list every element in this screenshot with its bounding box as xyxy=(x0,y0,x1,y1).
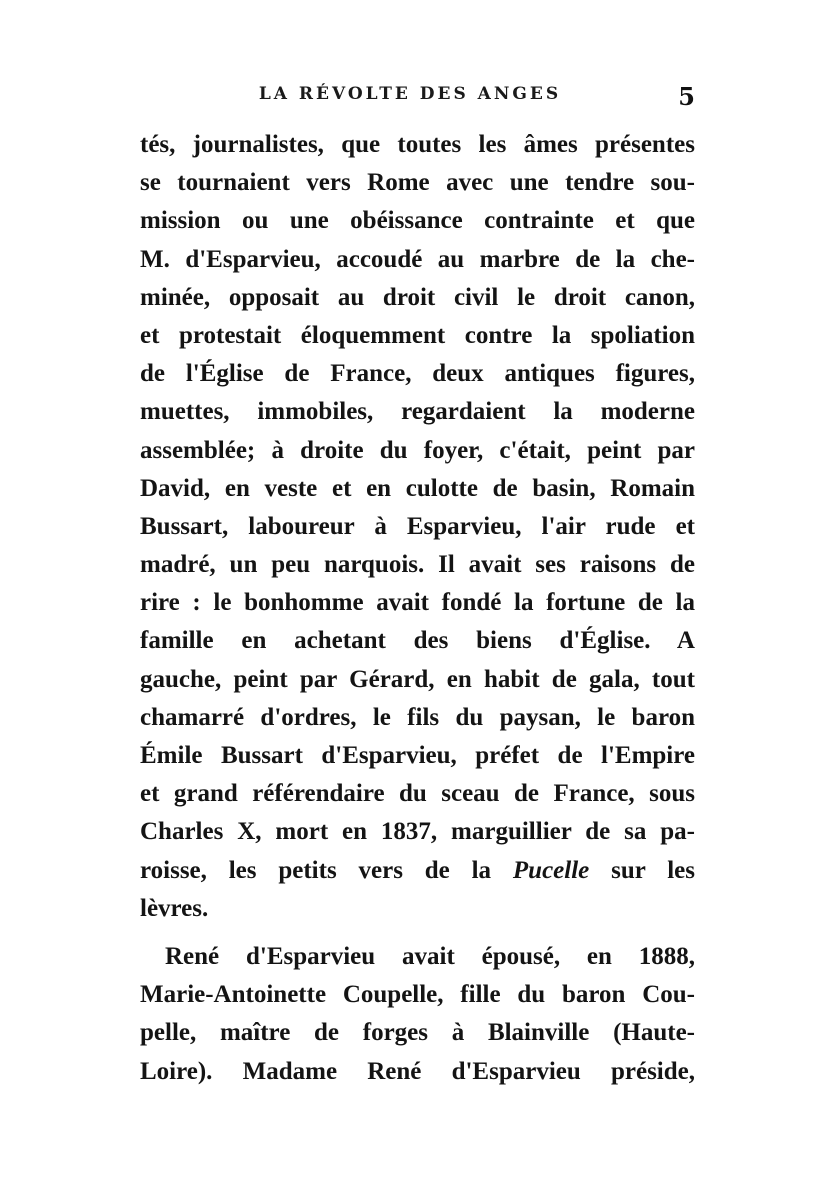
text-line: assemblée; à droite du foyer, c'était, peint par xyxy=(140,436,695,464)
text-line: mission ou une obéissance contrainte et que xyxy=(140,207,695,235)
text-line-with-italic xyxy=(140,852,695,890)
text-line: minée, opposait au droit civil le droit canon, xyxy=(140,283,695,311)
text-line: Loire). Madame René d'Esparvieu préside, xyxy=(140,1057,695,1085)
text-line: René d'Esparvieu avait épousé, en 1888, xyxy=(165,942,695,970)
text-line: pelle, maître de forges à Blainville (Haute- xyxy=(140,1019,695,1047)
text-line: rire : le bonhomme avait fondé la fortune de la xyxy=(140,589,695,617)
body-text xyxy=(140,126,695,1091)
text-line: tés, journalistes, que toutes les âmes présentes xyxy=(140,131,695,158)
text-line: chamarré d'ordres, le fils du paysan, le baron xyxy=(140,703,695,731)
text-line: de l'Église de France, deux antiques figures, xyxy=(140,360,695,388)
paragraph-gap xyxy=(140,928,695,938)
text-line: David, en veste et en culotte de basin, Romain xyxy=(140,474,695,502)
paragraph-end-line: lèvres. xyxy=(140,894,209,922)
text-line: muettes, immobiles, regardaient la moderne xyxy=(140,398,695,426)
page-number: 5 xyxy=(678,82,695,111)
text-segment: sur les xyxy=(611,856,695,884)
italic-title: Pucelle xyxy=(512,856,590,884)
text-line: Émile Bussart d'Esparvieu, préfet de l'Empire xyxy=(140,742,695,769)
text-line: gauche, peint par Gérard, en habit de gala, tout xyxy=(140,665,695,693)
text-line: famille en achetant des biens d'Église. A xyxy=(140,627,695,655)
text-line: Bussart, laboureur à Esparvieu, l'air rude et xyxy=(140,512,695,540)
text-line: M. d'Esparvieu, accoudé au marbre de la che- xyxy=(140,245,695,273)
running-title: LA RÉVOLTE DES ANGES xyxy=(258,84,562,104)
text-line: et protestait éloquemment contre la spoliation xyxy=(140,321,695,349)
running-head xyxy=(140,82,695,110)
text-line: Marie-Antoinette Coupelle, fille du baron Cou- xyxy=(140,981,695,1009)
text-line: madré, un peu narquois. Il avait ses raisons de xyxy=(140,551,695,579)
text-line: Charles X, mort en 1837, marguillier de sa pa- xyxy=(140,818,695,846)
text-line: se tournaient vers Rome avec une tendre sou- xyxy=(140,169,695,197)
text-segment: roisse, les petits vers de la xyxy=(140,856,492,884)
text-line: et grand référendaire du sceau de France, sous xyxy=(140,780,695,808)
